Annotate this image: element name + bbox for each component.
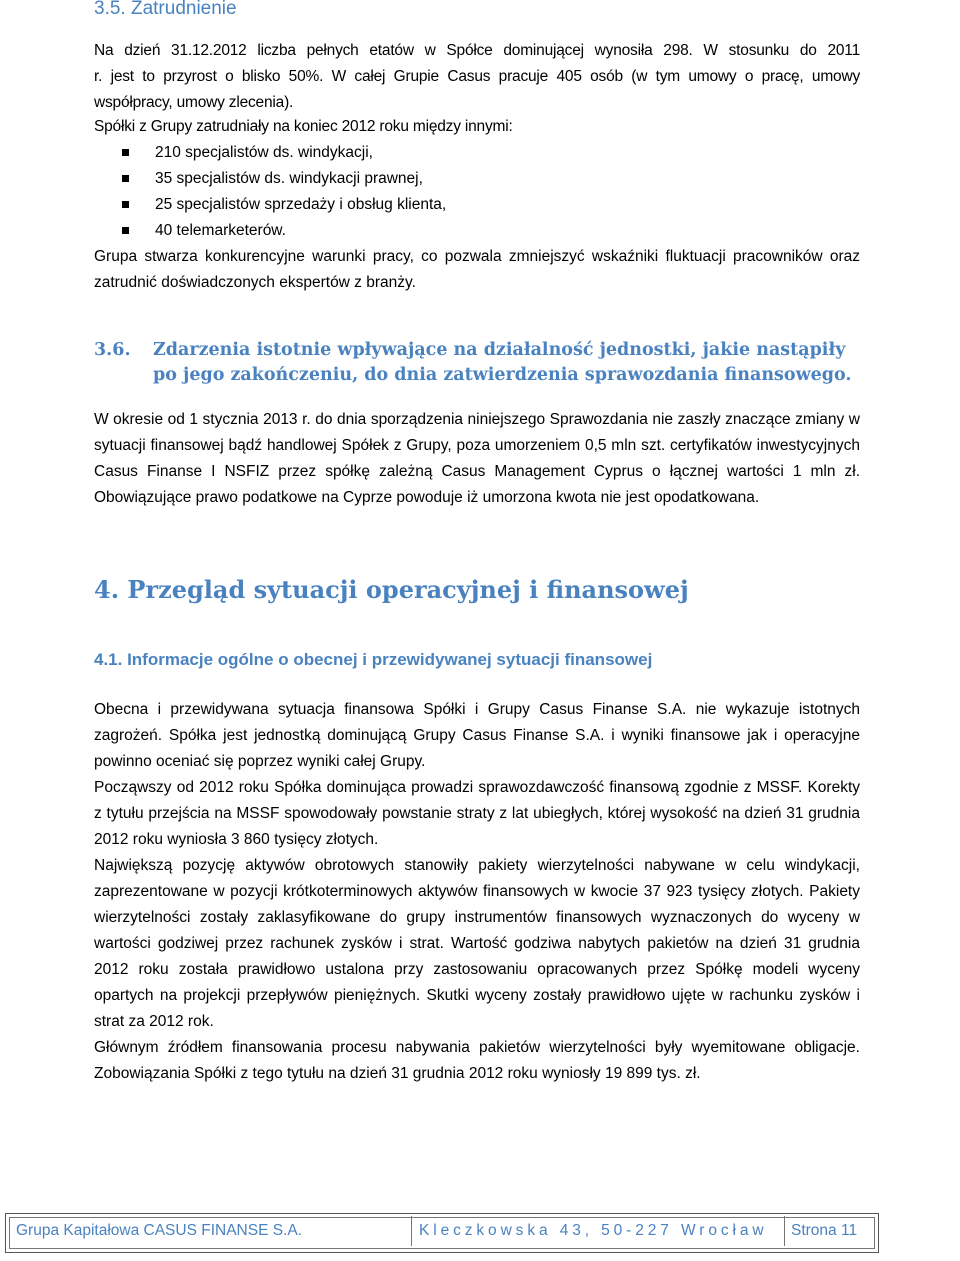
footer-page-number: Strona 11 <box>791 1222 858 1239</box>
employment-conclusion: Grupa stwarza konkurencyjne warunki pracy, co pozwala zmniejszyć wskaźniki fluktuacji pracowników oraz zatrudnić doświadczonych ekspertów z branży. <box>94 248 860 291</box>
employment-intro: Spółki z Grupy zatrudniały na koniec 2012 roku między innymi: <box>94 118 513 135</box>
page-footer <box>5 1213 879 1253</box>
list-item: 40 telemarketerów. <box>122 218 446 244</box>
financial-situation-paragraph: Obecna i przewidywana sytuacja finansowa Spółki i Grupy Casus Finanse S.A. nie wykazuje istotnych zagrożeń. Spółka jest jednostką dominującą Grupy Casus Finanse S.A. i wyniki finansowe jak i operacyjne powinno oceniać się poprzez wyniki całej Grupy. <box>94 701 860 770</box>
employment-paragraph <box>94 38 860 116</box>
events-paragraph: W okresie od 1 stycznia 2013 r. do dnia sporządzenia niniejszego Sprawozdania nie zaszły znaczące zmiany w sytuacji finansowej bądź handlowej Spółek z Grupy, poza umorzeniem 0,5 mln szt. certyfikatów inwestycyjnych Casus Finanse I NSFIZ przez spółkę zależną Casus Management Cyprus o łącznej wartości 1 mln zł. Obowiązujące prawo podatkowe na Cyprze powoduje iż umorzona kwota nie jest opodatkowana. <box>94 411 860 506</box>
financing-paragraph: Głównym źródłem finansowania procesu nabywania pakietów wierzytelności były wyemitowane obligacje. Zobowiązania Spółki z tego tytułu na dzień 31 grudnia 2012 roku wyniosły 19 899 tys. zł. <box>94 1039 860 1082</box>
square-bullet-icon <box>122 227 129 234</box>
section-3-6-title: Zdarzenia istotnie wpływające na działalność jednostki, jakie nastąpiły po jego zakończeniu, do dnia zatwierdzenia sprawozdania finansowego. <box>153 340 852 385</box>
list-item: 35 specjalistów ds. windykacji prawnej, <box>122 166 446 192</box>
section-3-6-heading <box>94 338 874 388</box>
mssf-paragraph: Począwszy od 2012 roku Spółka dominująca prowadzi sprawozdawczość finansową zgodnie z MSSF. Korekty z tytułu przejścia na MSSF spowodowały powstanie straty z lat ubiegłych, której wysokość na dzień 31 grudnia 2012 roku wyniosła 3 860 tysięcy złotych. <box>94 779 860 848</box>
section-3-6-number: 3.6. <box>94 340 131 360</box>
square-bullet-icon <box>122 149 129 156</box>
square-bullet-icon <box>122 201 129 208</box>
employment-line-2: r. jest to przyrost o blisko 50%. W całej Grupie Casus pracuje 405 osób (w tym umowy o pracę, umowy <box>94 68 860 85</box>
employment-bullet-list <box>122 140 446 244</box>
footer-address: Kleczkowska 43, 50-227 Wrocław <box>419 1222 768 1239</box>
section-3-5-heading: 3.5. Zatrudnienie <box>94 0 237 19</box>
assets-paragraph: Największą pozycję aktywów obrotowych stanowiły pakiety wierzytelności nabywane w celu windykacji, zaprezentowane w pozycji krótkoterminowych aktywów finansowych w kwocie 37 923 tysięcy złotych. Pakiety wierzytelności zostały zaklasyfikowane do grupy instrumentów finansowych wyznaczonych do wyceny w wartości godziwej przez rachunek zysków i strat. Wartość godziwa nabytych pakietów na dzień 31 grudnia 2012 roku została prawidłowo ustalona przy zastosowaniu opracowanych przez Spółkę modeli wyceny opartych na projekcji przepływów pieniężnych. Skutki wyceny zostały prawidłowo ujęte w rachunku zysków i strat za 2012 rok. <box>94 857 860 1030</box>
employment-line-3: współpracy, umowy zlecenia). <box>94 94 294 111</box>
list-item: 210 specjalistów ds. windykacji, <box>122 140 446 166</box>
section-4-heading: 4. Przegląd sytuacji operacyjnej i finansowej <box>94 575 689 604</box>
footer-divider <box>784 1216 785 1246</box>
list-item: 25 specjalistów sprzedaży i obsług klienta, <box>122 192 446 218</box>
footer-company: Grupa Kapitałowa CASUS FINANSE S.A. <box>16 1222 303 1239</box>
footer-divider <box>411 1216 412 1246</box>
employment-line-1: Na dzień 31.12.2012 liczba pełnych etatów w Spółce dominującej wynosiła 298. W stosunku do 2011 <box>94 42 860 59</box>
square-bullet-icon <box>122 175 129 182</box>
section-4-1-heading: 4.1. Informacje ogólne o obecnej i przewidywanej sytuacji finansowej <box>94 650 653 669</box>
